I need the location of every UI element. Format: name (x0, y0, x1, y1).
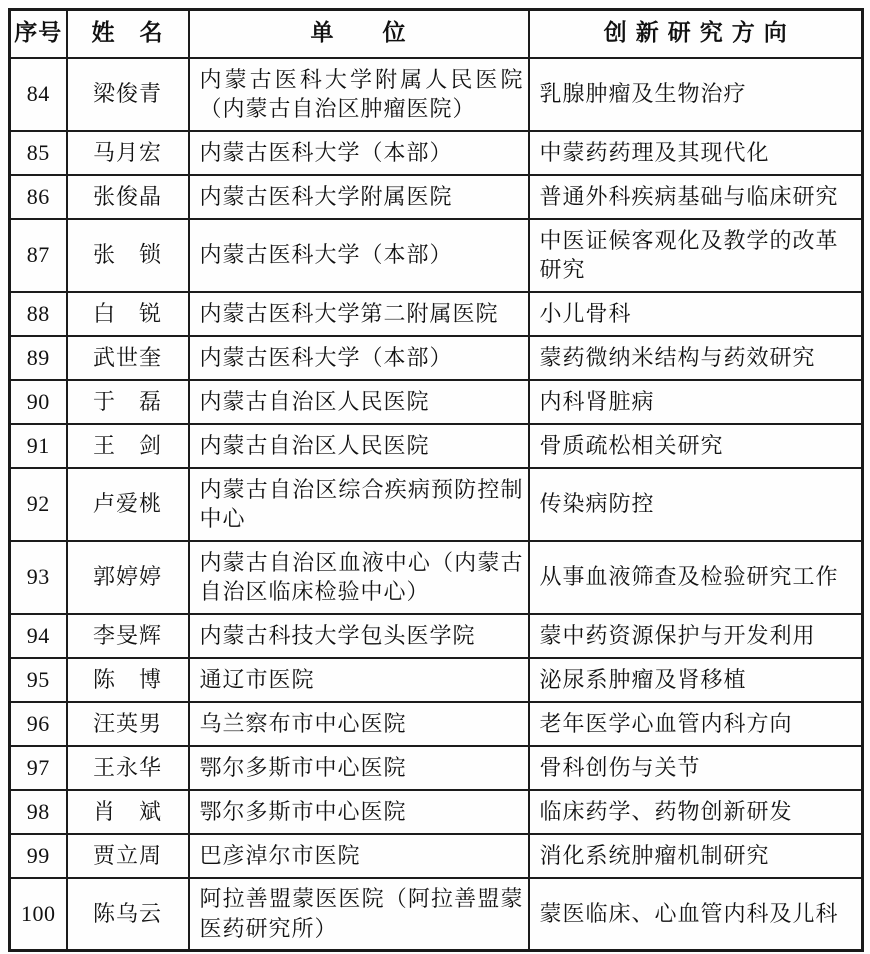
research-cell: 骨科创伤与关节 (529, 746, 863, 790)
table-row (10, 336, 863, 380)
table-row (10, 424, 863, 468)
seq-cell: 93 (10, 541, 67, 614)
unit-cell: 内蒙古医科大学第二附属医院 (189, 292, 529, 336)
table-row (10, 541, 863, 614)
unit-cell: 乌兰察布市中心医院 (189, 702, 529, 746)
header-unit: 单 位 (189, 10, 529, 58)
name-cell: 郭婷婷 (67, 541, 189, 614)
name-cell: 李旻辉 (67, 614, 189, 658)
unit-cell: 内蒙古医科大学（本部） (189, 219, 529, 292)
unit-cell: 鄂尔多斯市中心医院 (189, 790, 529, 834)
table-header-row (10, 10, 863, 58)
seq-cell: 89 (10, 336, 67, 380)
name-cell: 贾立周 (67, 834, 189, 878)
unit-cell: 内蒙古医科大学附属医院 (189, 175, 529, 219)
table-row (10, 175, 863, 219)
table-row (10, 131, 863, 175)
seq-cell: 97 (10, 746, 67, 790)
research-cell: 骨质疏松相关研究 (529, 424, 863, 468)
research-cell: 中蒙药药理及其现代化 (529, 131, 863, 175)
research-cell: 小儿骨科 (529, 292, 863, 336)
seq-cell: 96 (10, 702, 67, 746)
header-name: 姓 名 (67, 10, 189, 58)
seq-cell: 100 (10, 878, 67, 951)
seq-cell: 85 (10, 131, 67, 175)
table-row (10, 878, 863, 951)
seq-cell: 88 (10, 292, 67, 336)
unit-cell: 内蒙古自治区综合疾病预防控制中心 (189, 468, 529, 541)
research-cell: 乳腺肿瘤及生物治疗 (529, 58, 863, 131)
name-cell: 武世奎 (67, 336, 189, 380)
seq-cell: 84 (10, 58, 67, 131)
research-cell: 消化系统肿瘤机制研究 (529, 834, 863, 878)
name-cell: 张 锁 (67, 219, 189, 292)
unit-cell: 内蒙古自治区人民医院 (189, 380, 529, 424)
header-research: 创新研究方向 (529, 10, 863, 58)
table-row (10, 702, 863, 746)
research-cell: 泌尿系肿瘤及肾移植 (529, 658, 863, 702)
seq-cell: 87 (10, 219, 67, 292)
seq-cell: 90 (10, 380, 67, 424)
table-row (10, 58, 863, 131)
name-cell: 陈乌云 (67, 878, 189, 951)
unit-cell: 内蒙古自治区血液中心（内蒙古自治区临床检验中心） (189, 541, 529, 614)
research-cell: 临床药学、药物创新研发 (529, 790, 863, 834)
research-cell: 中医证候客观化及教学的改革研究 (529, 219, 863, 292)
research-cell: 内科肾脏病 (529, 380, 863, 424)
name-cell: 梁俊青 (67, 58, 189, 131)
name-cell: 马月宏 (67, 131, 189, 175)
seq-cell: 99 (10, 834, 67, 878)
name-cell: 王永华 (67, 746, 189, 790)
research-cell: 普通外科疾病基础与临床研究 (529, 175, 863, 219)
seq-cell: 91 (10, 424, 67, 468)
unit-cell: 内蒙古医科大学附属人民医院（内蒙古自治区肿瘤医院） (189, 58, 529, 131)
table-row (10, 380, 863, 424)
research-cell: 蒙中药资源保护与开发利用 (529, 614, 863, 658)
research-cell: 传染病防控 (529, 468, 863, 541)
unit-cell: 通辽市医院 (189, 658, 529, 702)
seq-cell: 94 (10, 614, 67, 658)
table-row (10, 746, 863, 790)
table-row (10, 834, 863, 878)
name-cell: 张俊晶 (67, 175, 189, 219)
research-cell: 老年医学心血管内科方向 (529, 702, 863, 746)
name-cell: 王 剑 (67, 424, 189, 468)
name-cell: 汪英男 (67, 702, 189, 746)
name-cell: 陈 博 (67, 658, 189, 702)
table-row (10, 292, 863, 336)
table-row (10, 219, 863, 292)
unit-cell: 巴彦淖尔市医院 (189, 834, 529, 878)
unit-cell: 内蒙古医科大学（本部） (189, 336, 529, 380)
name-cell: 肖 斌 (67, 790, 189, 834)
name-cell: 卢爱桃 (67, 468, 189, 541)
seq-cell: 86 (10, 175, 67, 219)
unit-cell: 内蒙古医科大学（本部） (189, 131, 529, 175)
research-cell: 蒙药微纳米结构与药效研究 (529, 336, 863, 380)
header-seq: 序号 (10, 10, 67, 58)
unit-cell: 阿拉善盟蒙医医院（阿拉善盟蒙医药研究所） (189, 878, 529, 951)
table-row (10, 468, 863, 541)
research-cell: 从事血液筛查及检验研究工作 (529, 541, 863, 614)
name-cell: 于 磊 (67, 380, 189, 424)
research-cell: 蒙医临床、心血管内科及儿科 (529, 878, 863, 951)
unit-cell: 内蒙古自治区人民医院 (189, 424, 529, 468)
table-row (10, 614, 863, 658)
unit-cell: 内蒙古科技大学包头医学院 (189, 614, 529, 658)
unit-cell: 鄂尔多斯市中心医院 (189, 746, 529, 790)
seq-cell: 92 (10, 468, 67, 541)
table-row (10, 790, 863, 834)
seq-cell: 95 (10, 658, 67, 702)
table-row (10, 658, 863, 702)
innovation-research-roster-table (8, 8, 864, 952)
name-cell: 白 锐 (67, 292, 189, 336)
seq-cell: 98 (10, 790, 67, 834)
